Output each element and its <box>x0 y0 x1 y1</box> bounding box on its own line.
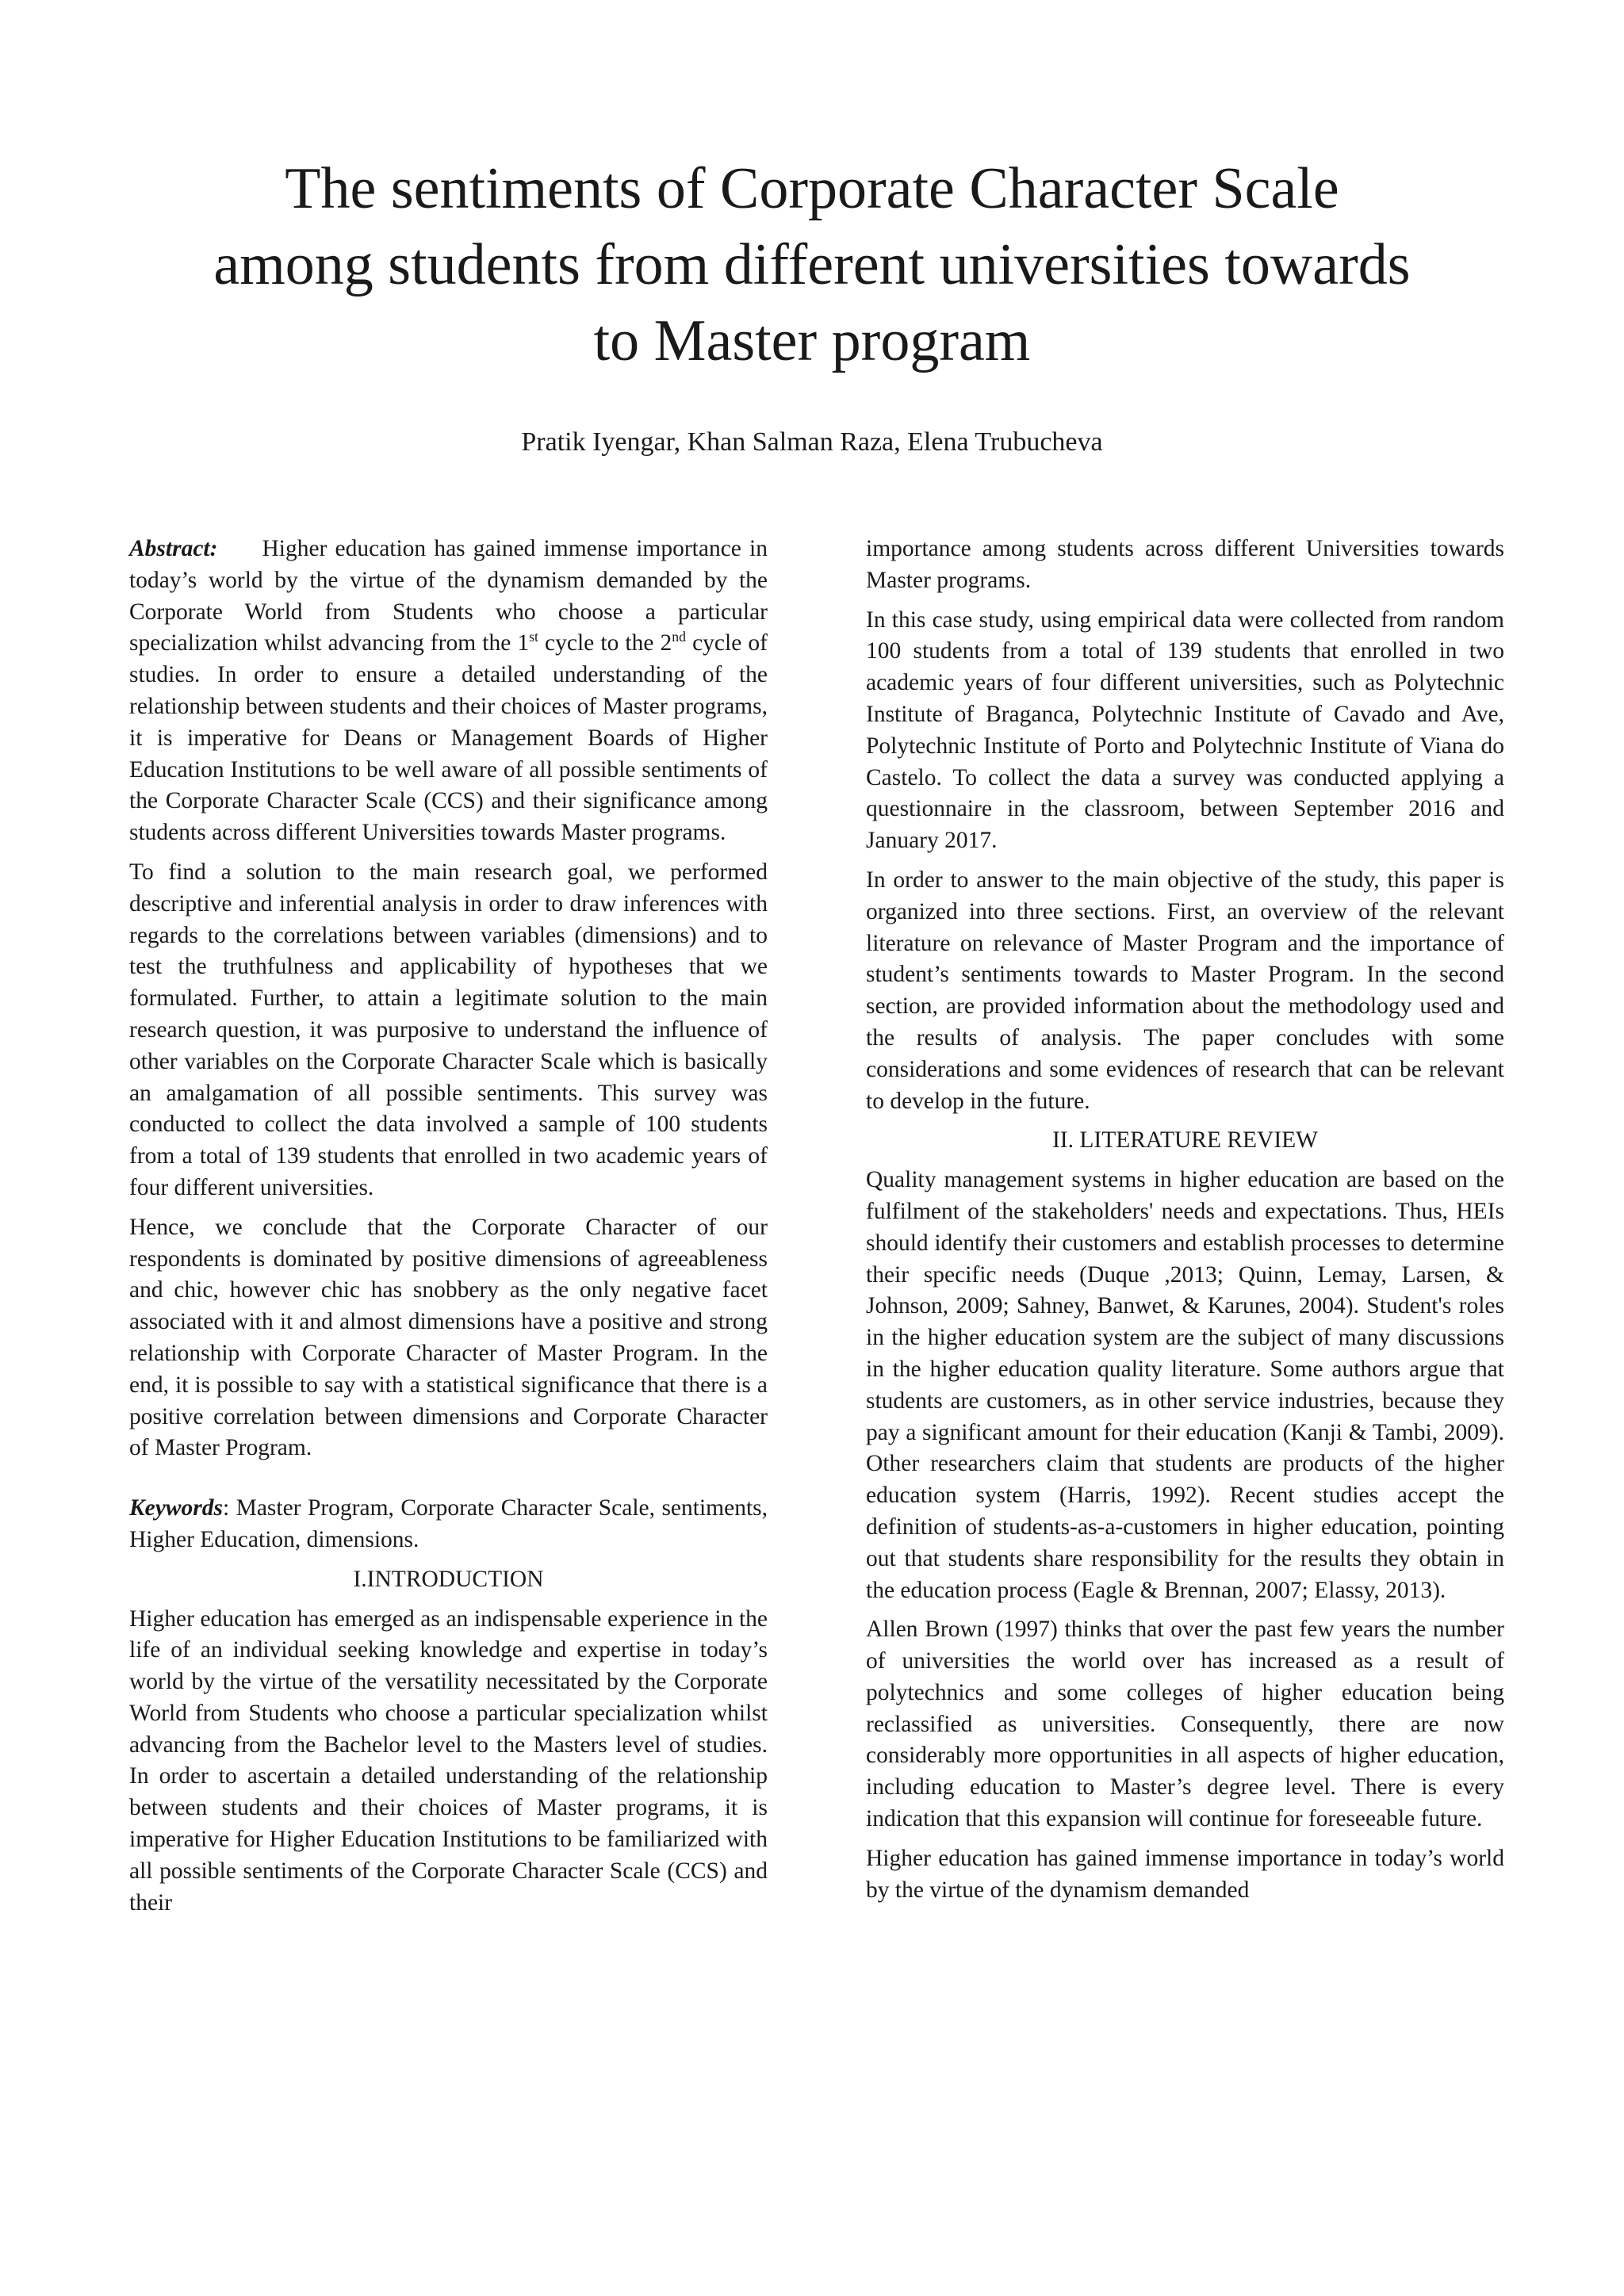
right-column <box>866 534 1504 1914</box>
body-paragraph: Allen Brown (1997) thinks that over the past few years the number of universities the world over has increased as a result of polytechnics and some colleges of higher education being reclassified as universities. Consequently, there are now considerably more opportunities in all aspects of higher education, including education to Master’s degree level. There is every indication that this expansion will continue for foreseeable future. <box>866 1617 1504 1832</box>
superscript: st <box>529 629 538 645</box>
title-line: among students from different universities towards <box>213 232 1411 297</box>
paper-title <box>79 151 1545 379</box>
abstract-paragraph <box>129 534 768 849</box>
superscript: nd <box>672 629 686 645</box>
body-paragraph: Higher education has gained immense importance in today’s world by the virtue of the dynamism demanded <box>866 1845 1504 1903</box>
body-paragraph: importance among students across different Universities towards Master programs. <box>866 536 1504 593</box>
section-heading-introduction: I.INTRODUCTION <box>353 1566 544 1592</box>
body-paragraph: Quality management systems in higher education are based on the fulfilment of the stakeholders' needs and expectations. Thus, HEIs should identify their customers and establish processes to determine their specific needs (Duque ,2013; Quinn, Lemay, Larsen, & Johnson, 2009; Sahney, Banwet, & Karunes, 2004). Student's roles in the higher education system are the subject of many discussions in the higher education quality literature. Some authors argue that students are customers, as in other service industries, because they pay a significant amount for their education (Kanji & Tambi, 2009). Other researchers claim that students are products of the higher education system (Harris, 1992). Recent studies accept the definition of students-as-a-customers in higher education, pointing out that students share responsibility for the results they obtain in the education process (Eagle & Brennan, 2007; Elassy, 2013). <box>866 1167 1504 1603</box>
body-paragraph: Higher education has emerged as an indispensable experience in the life of an individual seeking knowledge and expertise in today’s world by the virtue of the versatility necessitated by the Corporate World from Students who choose a particular specialization whilst advancing from the Bachelor level to the Masters level of studies. In order to ascertain a detailed understanding of the relationship between students and their choices of Master programs, it is imperative for Higher Education Institutions to be familiarized with all possible sentiments of the Corporate Character Scale (CCS) and their <box>129 1605 768 1915</box>
abstract-text: Higher education has gained immense importance in today’s world by the virtue of the dynamism demanded by the Corporate World from Students who choose a particular specialization whilst advancing from the 1 <box>129 536 768 656</box>
body-paragraph: In this case study, using empirical data were collected from random 100 students from a total of 139 students that enrolled in two academic years of four different universities, such as Polytechnic Institute of Braganca, Polytechnic Institute of Cavado and Ave, Polytechnic Institute of Porto and Polytechnic Institute of Viana do Castelo. To collect the data a survey was conducted applying a questionnaire in the classroom, between September 2016 and January 2017. <box>866 607 1504 854</box>
title-line: to Master program <box>593 308 1031 373</box>
title-line: The sentiments of Corporate Character Scale <box>285 156 1339 221</box>
abstract-text: cycle to the 2 <box>538 630 672 656</box>
author-list: Pratik Iyengar, Khan Salman Raza, Elena Trubucheva <box>521 427 1103 457</box>
keywords-text: : Master Program, Corporate Character Scale, sentiments, Higher Education, dimensions. <box>129 1495 768 1552</box>
keywords-paragraph <box>129 1493 768 1556</box>
section-heading-literature-review: II. LITERATURE REVIEW <box>1051 1127 1319 1154</box>
keywords-label: Keywords <box>129 1495 223 1521</box>
abstract-paragraph: To find a solution to the main research goal, we performed descriptive and inferential analysis in order to draw inferences with regards to the correlations between variables (dimensions) and to test the truthfulness and applicability of hypotheses that we formulated. Further, to attain a legitimate solution to the main research question, it was purposive to understand the influence of other variables on the Corporate Character Scale which is basically an amalgamation of all possible sentiments. This survey was conducted to collect the data involved a sample of 100 students from a total of 139 students that enrolled in two academic years of four different universities. <box>129 859 768 1200</box>
abstract-paragraph: Hence, we conclude that the Corporate Character of our respondents is dominated by positive dimensions of agreeableness and chic, however chic has snobbery as the only negative facet associated with it and almost dimensions have a positive and strong relationship with Corporate Character of Master Program. In the end, it is possible to say with a statistical significance that there is a positive correlation between dimensions and Corporate Character of Master Program. <box>129 1214 768 1461</box>
abstract-label: Abstract: <box>129 536 218 561</box>
left-column <box>129 534 768 1927</box>
abstract-text: cycle of studies. In order to ensure a detailed understanding of the relationship between students and their choices of Master programs, it is imperative for Deans or Management Boards of Higher Education Institutions to be well aware of all possible sentiments of the Corporate Character Scale (CCS) and their significance among students across different Universities towards Master programs. <box>129 630 768 846</box>
body-paragraph: In order to answer to the main objective of the study, this paper is organized into three sections. First, an overview of the relevant literature on relevance of Master Program and the importance of student’s sentiments towards to Master Program. In the second section, are provided information about the methodology used and the results of analysis. The paper concludes with some considerations and some evidences of research that can be relevant to develop in the future. <box>866 867 1504 1114</box>
